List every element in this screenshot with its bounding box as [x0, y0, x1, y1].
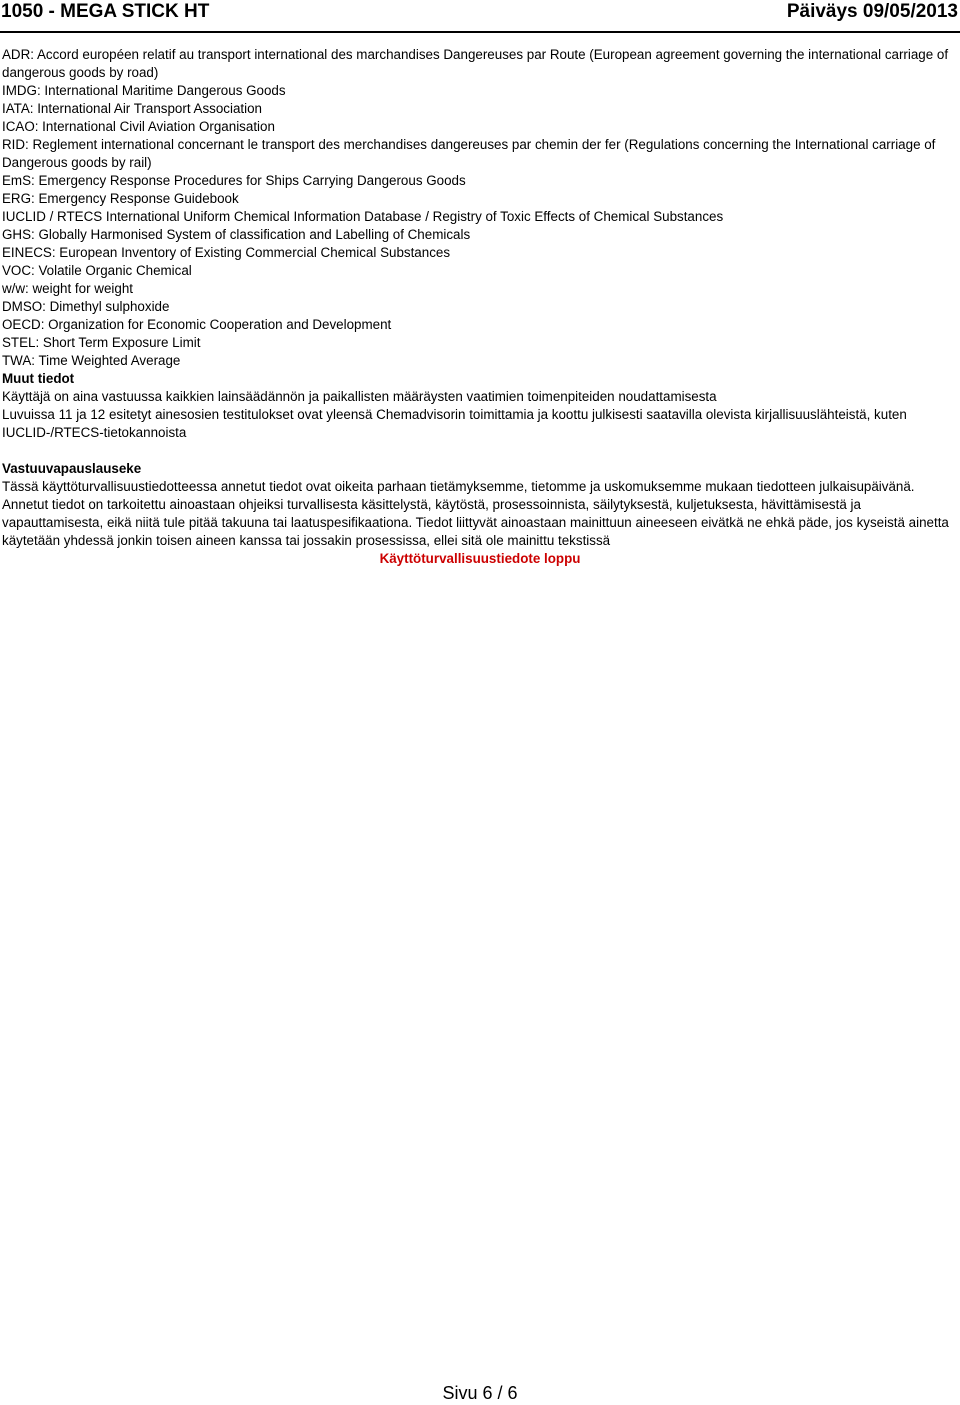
abbreviation-ems: EmS: Emergency Response Procedures for Ships Carrying Dangerous Goods — [2, 173, 466, 188]
abbreviation-einecs: EINECS: European Inventory of Existing Commercial Chemical Substances — [2, 245, 451, 260]
disclaimer-text: Tässä käyttöturvallisuustiedotteessa annetut tiedot ovat oikeita parhaan tietämyksemme, tietomme ja uskomuksemme mukaan tiedotteen julkaisupäivänä. Annetut tiedot on tarkoitettu ainoastaan ohjeiksi turvallisesta käsittelystä, käytöstä, prosessoinnista, säilytyksestä, kuljetuksesta, hävittämisestä ja vapauttamisesta, eikä niitä tule pitää takuuna tai laatuspesifikaationa. Tiedot liittyvät ainoastaan mainittuun aineeseen eivätkä ne ehkä päde, jos kyseistä ainetta käytetään yhdessä jonkin toisen aineen kanssa tai jossakin prosessissa, ellei sitä ole mainittu tekstissä — [2, 479, 949, 548]
other-info-line: Käyttäjä on aina vastuussa kaikkien lainsäädännön ja paikallisten määräysten vaatimien toimenpiteiden noudattamisesta — [2, 389, 717, 404]
disclaimer-section — [2, 460, 958, 550]
abbreviation-rid: RID: Reglement international concernant le transport des merchandises dangereuses par chemin der fer (Regulations concerning the International carriage of Dangerous goods by rail) — [2, 137, 936, 170]
abbreviation-iuclid-rtecs: IUCLID / RTECS International Uniform Chemical Information Database / Registry of Toxic Effects of Chemical Substances — [2, 209, 724, 224]
disclaimer-heading: Vastuuvapauslauseke — [2, 461, 142, 476]
abbreviation-iata: IATA: International Air Transport Association — [2, 101, 263, 116]
abbreviation-stel: STEL: Short Term Exposure Limit — [2, 335, 201, 350]
other-info-line: Luvuissa 11 ja 12 esitetyt ainesosien testitulokset ovat yleensä Chemadvisorin toimittamia ja koottu julkisesti saatavilla olevista kirjallisuuslähteistä, kuten IUCLID-/RTECS-tietokannoista — [2, 407, 907, 440]
page-number: Sivu 6 / 6 — [442, 1383, 518, 1403]
abbreviation-oecd: OECD: Organization for Economic Cooperation and Development — [2, 317, 392, 332]
page-footer — [0, 1381, 960, 1405]
abbreviation-voc: VOC: Volatile Organic Chemical — [2, 263, 192, 278]
document-body — [2, 46, 958, 568]
end-of-sds-note: Käyttöturvallisuustiedote loppu — [379, 551, 581, 566]
abbreviation-twa: TWA: Time Weighted Average — [2, 353, 181, 368]
abbreviation-imdg: IMDG: International Maritime Dangerous Goods — [2, 83, 286, 98]
other-info-heading: Muut tiedot — [2, 371, 75, 386]
other-info-section — [2, 370, 958, 442]
abbreviation-ww: w/w: weight for weight — [2, 281, 133, 296]
abbreviation-adr: ADR: Accord européen relatif au transport international des marchandises Dangereuses par Route (European agreement governing the international carriage of dangerous goods by road) — [2, 47, 949, 80]
section-spacer — [2, 442, 958, 460]
page-header — [0, 0, 960, 34]
header-divider — [0, 31, 960, 33]
document-title: 1050 - MEGA STICK HT — [1, 1, 210, 22]
abbreviation-erg: ERG: Emergency Response Guidebook — [2, 191, 239, 206]
document-date: Päiväys 09/05/2013 — [786, 1, 958, 22]
abbreviation-ghs: GHS: Globally Harmonised System of classification and Labelling of Chemicals — [2, 227, 471, 242]
abbreviation-icao: ICAO: International Civil Aviation Organisation — [2, 119, 275, 134]
abbreviations-list — [2, 46, 958, 370]
abbreviation-dmso: DMSO: Dimethyl sulphoxide — [2, 299, 170, 314]
